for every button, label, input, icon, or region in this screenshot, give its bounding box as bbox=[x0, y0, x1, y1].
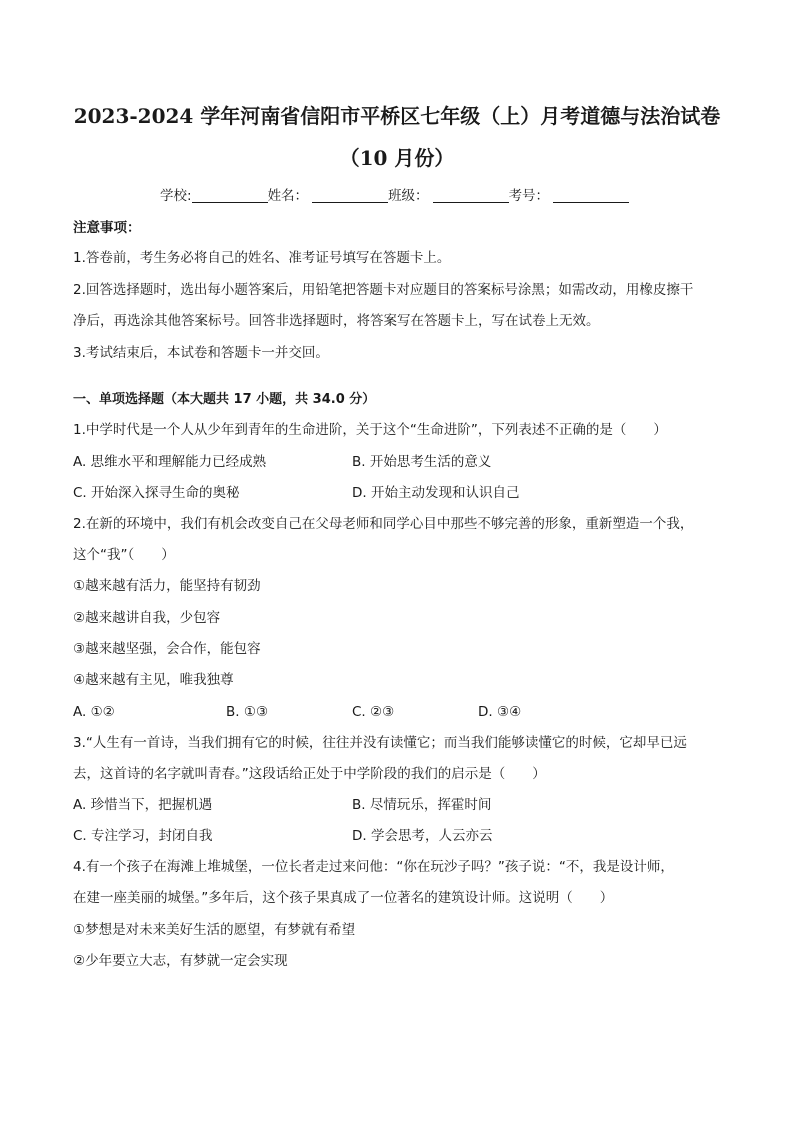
question-2-option-c: C. ②③ bbox=[352, 704, 395, 720]
exam-number-label: 考号： bbox=[508, 188, 550, 204]
note-item: 2.回答选择题时，选出每小题答案后，用铅笔把答题卡对应题目的答案标号涂黑；如需改动，用橡皮擦干 bbox=[73, 282, 694, 298]
exam-number-blank bbox=[553, 188, 629, 203]
student-info-row bbox=[160, 186, 629, 206]
exam-subtitle: （10 月份） bbox=[339, 146, 455, 170]
question-2-statement: ①越来越有活力，能坚持有韧劲 bbox=[73, 578, 261, 594]
question-3-option-d: D. 学会思考，人云亦云 bbox=[352, 828, 493, 844]
question-3-stem-cont: 去，这首诗的名字就叫青春。”这段话给正处于中学阶段的我们的启示是（ ） bbox=[73, 766, 546, 782]
question-2-option-b: B. ①③ bbox=[226, 704, 269, 720]
question-2-stem-cont: 这个“我”（ ） bbox=[73, 547, 175, 563]
question-3-stem: 3.“人生有一首诗，当我们拥有它的时候，往往并没有读懂它；而当我们能够读懂它的时候，它却早已远 bbox=[73, 735, 687, 751]
question-2-statement: ②越来越讲自我，少包容 bbox=[73, 610, 221, 626]
notes-heading: 注意事项： bbox=[73, 220, 141, 236]
question-2-statement: ④越来越有主见，唯我独尊 bbox=[73, 672, 234, 688]
section-heading: 一、单项选择题（本大题共 17 小题，共 34.0 分） bbox=[73, 392, 376, 407]
name-label: 姓名： bbox=[267, 188, 309, 204]
question-2-option-d: D. ③④ bbox=[478, 704, 522, 720]
question-4-statement: ①梦想是对未来美好生活的愿望，有梦就有希望 bbox=[73, 922, 356, 938]
class-blank bbox=[433, 188, 509, 203]
question-1-option-d: D. 开始主动发现和认识自己 bbox=[352, 485, 520, 501]
note-item: 3.考试结束后，本试卷和答题卡一并交回。 bbox=[73, 345, 329, 361]
class-label: 班级： bbox=[388, 188, 429, 204]
exam-title: 2023-2024 学年河南省信阳市平桥区七年级（上）月考道德与法治试卷 bbox=[73, 104, 721, 128]
question-3-option-c: C. 专注学习，封闭自我 bbox=[73, 828, 213, 844]
name-blank bbox=[312, 188, 388, 203]
question-4-statement: ②少年要立大志，有梦就一定会实现 bbox=[73, 953, 288, 969]
question-1-stem: 1.中学时代是一个人从少年到青年的生命进阶，关于这个“生命进阶”，下列表述不正确的是（ ） bbox=[73, 422, 667, 438]
question-2-stem: 2.在新的环境中，我们有机会改变自己在父母老师和同学心目中那些不够完善的形象，重新塑造一个我， bbox=[73, 516, 694, 532]
question-2-option-a: A. ①② bbox=[73, 704, 115, 720]
question-2-statement: ③越来越坚强，会合作，能包容 bbox=[73, 641, 261, 657]
question-1-option-a: A. 思维水平和理解能力已经成熟 bbox=[73, 454, 267, 470]
school-blank bbox=[192, 188, 268, 203]
question-3-option-a: A. 珍惜当下，把握机遇 bbox=[73, 797, 213, 813]
note-item: 1.答卷前，考生务必将自己的姓名、准考证号填写在答题卡上。 bbox=[73, 250, 451, 266]
question-4-stem-cont: 在建一座美丽的城堡。”多年后，这个孩子果真成了一位著名的建筑设计师。这说明（ ） bbox=[73, 890, 614, 906]
question-1-option-b: B. 开始思考生活的意义 bbox=[352, 454, 492, 470]
question-1-option-c: C. 开始深入探寻生命的奥秘 bbox=[73, 485, 240, 501]
question-3-option-b: B. 尽情玩乐，挥霍时间 bbox=[352, 797, 492, 813]
note-item: 净后，再选涂其他答案标号。回答非选择题时，将答案写在答题卡上，写在试卷上无效。 bbox=[73, 313, 600, 329]
school-label: 学校: bbox=[160, 188, 192, 204]
question-4-stem: 4.有一个孩子在海滩上堆城堡，一位长者走过来问他：“你在玩沙子吗？”孩子说：“不，我是设计师， bbox=[73, 859, 674, 875]
